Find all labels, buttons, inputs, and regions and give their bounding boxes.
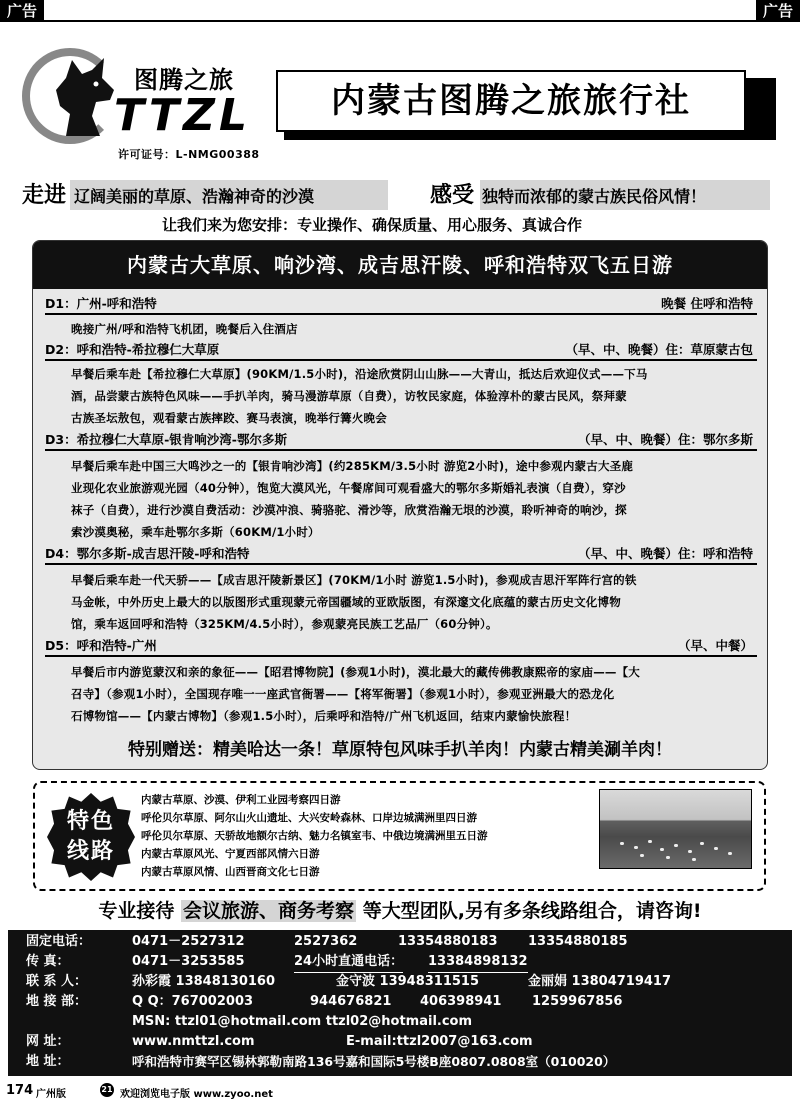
day-4-body bbox=[71, 569, 761, 635]
contact-person-2: 金守波 13948311515 bbox=[336, 974, 480, 989]
featured-badge-text bbox=[47, 807, 135, 867]
day-title: D4：鄂尔多斯-成吉思汗陵-呼和浩特 bbox=[45, 546, 250, 561]
day-line: 早餐后乘车赴一代天骄——【成吉思汗陵新景区】(70KM/1小时 游览1.5小时)，参观成吉思汗军阵行宫的铁 bbox=[71, 573, 637, 587]
fax-row bbox=[8, 952, 792, 972]
ground-row bbox=[8, 992, 792, 1012]
day-1-header bbox=[45, 295, 757, 315]
top-rule bbox=[0, 20, 800, 22]
day-3-header bbox=[45, 431, 757, 451]
route-item: 呼伦贝尔草原、阿尔山火山遗址、大兴安岭森林、口岸边城满洲里四日游 bbox=[141, 812, 477, 824]
slogan-lead-1: 走进 bbox=[22, 183, 67, 208]
slogan-line bbox=[22, 178, 782, 214]
slogan-text-1: 辽阔美丽的草原、浩瀚神奇的沙漠 bbox=[74, 187, 315, 206]
day-line: 早餐后乘车赴中国三大鸣沙之一的【银肯响沙湾】(约285KM/3.5小时 游览2小时)，途中参观内蒙古大圣鹿 bbox=[71, 459, 634, 473]
day-2-body bbox=[71, 363, 761, 429]
address-label: 地 址： bbox=[26, 1054, 70, 1069]
promo-part-1: 专业接待 bbox=[98, 900, 175, 922]
people-row bbox=[8, 972, 792, 992]
qq-1: Q Q：767002003 bbox=[132, 994, 254, 1009]
website-link[interactable]: www.nmttzl.com bbox=[132, 1034, 255, 1049]
ground-label: 地 接 部： bbox=[26, 994, 88, 1009]
day-4-header bbox=[45, 545, 757, 565]
people-label: 联 系 人： bbox=[26, 974, 88, 989]
qq-3: 406398941 bbox=[420, 994, 502, 1009]
day-line: 酒，品尝蒙古族特色风味——手扒羊肉，骑马漫游草原（自费），访牧民家庭，体验淳朴的蒙古民风，祭拜蒙 bbox=[71, 389, 627, 403]
slogan-text-2: 独特而浓郁的蒙古族民俗风情！ bbox=[482, 187, 707, 206]
featured-routes-box bbox=[33, 781, 766, 891]
route-item: 内蒙古草原、沙漠、伊利工业园考察四日游 bbox=[141, 794, 341, 806]
route-item: 内蒙古草原风光、宁夏西部风情六日游 bbox=[141, 848, 320, 860]
phone-label: 固定电话： bbox=[26, 934, 92, 949]
day-meals: （早、中餐） bbox=[677, 638, 753, 653]
wolf-icon bbox=[52, 56, 122, 138]
edition-label: 广州版 bbox=[36, 1089, 66, 1100]
footer-site-link[interactable]: 欢迎浏览电子版 www.zyoo.net bbox=[120, 1089, 273, 1100]
day-2-header bbox=[45, 341, 757, 361]
logo-en-name: TTZL bbox=[114, 90, 251, 141]
address-row bbox=[8, 1052, 792, 1072]
qq-2: 944676821 bbox=[310, 994, 392, 1009]
contact-panel bbox=[8, 930, 792, 1076]
special-gift bbox=[33, 735, 767, 760]
day-1-body bbox=[71, 318, 761, 340]
agency-logo bbox=[22, 42, 267, 142]
phone-3: 13354880183 bbox=[398, 934, 498, 949]
day-line: 业现化农业旅游观光园（40分钟），饱览大漠风光，午餐席间可观看盛大的鄂尔多斯婚礼表演（自费），穿沙 bbox=[71, 481, 626, 495]
route-item: 呼伦贝尔草原、天骄故地额尔古纳、魅力名镇室韦、中俄边境满洲里五日游 bbox=[141, 830, 488, 842]
badge-line-1: 特色 bbox=[66, 809, 115, 834]
badge-line-2: 线路 bbox=[66, 839, 115, 864]
hotline-label: 24小时直通电话： bbox=[294, 952, 403, 973]
promo-part-2: 会议旅游、商务考察 bbox=[183, 900, 355, 922]
day-line: 早餐后市内游览蒙汉和亲的象征——【昭君博物院】(参观1小时)，漠北最大的藏传佛教康熙帝的家庙——【大 bbox=[71, 665, 641, 679]
day-title: D2：呼和浩特-希拉穆仁大草原 bbox=[45, 342, 220, 357]
day-meals: 晚餐 住呼和浩特 bbox=[661, 296, 753, 311]
phone-2: 2527362 bbox=[294, 934, 358, 949]
agency-title-box bbox=[276, 70, 776, 140]
day-5-header bbox=[45, 637, 757, 657]
web-label: 网 址： bbox=[26, 1034, 70, 1049]
day-5-body bbox=[71, 661, 761, 727]
hotline-number: 13384898132 bbox=[428, 952, 528, 973]
logo-cn-name: 图腾之旅 bbox=[134, 66, 234, 94]
day-line: 袜子（自费），进行沙漠自费活动：沙漠冲浪、骑骆驼、滑沙等，欣赏浩瀚无垠的沙漠，聆听神奇的响沙，探 bbox=[71, 503, 627, 517]
day-line: 晚接广州/呼和浩特飞机团，晚餐后入住酒店 bbox=[71, 322, 298, 336]
fax-label: 传 真： bbox=[26, 954, 70, 969]
day-meals: （早、中、晚餐）住：呼和浩特 bbox=[577, 546, 753, 561]
day-line: 古族圣坛敖包，观看蒙古族摔跤、赛马表演，晚举行篝火晚会 bbox=[71, 411, 387, 425]
msn-accounts: MSN: ttzl01@hotmail.com ttzl02@hotmail.com bbox=[132, 1014, 473, 1029]
day-meals: （早、中、晚餐）住：草原蒙古包 bbox=[565, 342, 753, 357]
day-title: D3：希拉穆仁大草原-银肯响沙湾-鄂尔多斯 bbox=[45, 432, 287, 447]
day-line: 早餐后乘车赴【希拉穆仁大草原】(90KM/1.5小时)，沿途欣赏阴山山脉——大青山，抵达后欢迎仪式——下马 bbox=[71, 367, 648, 381]
web-row bbox=[8, 1032, 792, 1052]
day-3-body bbox=[71, 455, 761, 543]
day-line: 石博物馆——【内蒙古博物】（参观1.5小时），后乘呼和浩特/广州飞机返回，结束内蒙愉快旅程！ bbox=[71, 709, 577, 723]
contact-person-1: 孙彩霞 13848130160 bbox=[132, 974, 276, 989]
grassland-photo bbox=[599, 789, 752, 869]
day-line: 召寺】（参观1小时），全国现存唯一一座武官衙署——【将军衙署】（参观1小时），参观亚洲最大的恐龙化 bbox=[71, 687, 615, 701]
phone-1: 0471－2527312 bbox=[132, 934, 245, 949]
day-line: 马金帐，中外历史上最大的以版图形式重现蒙元帝国疆域的亚欧版图，有深邃文化底蕴的蒙古历史文化博物 bbox=[71, 595, 621, 609]
itinerary-box bbox=[32, 240, 768, 770]
slogan-lead-2: 感受 bbox=[430, 183, 475, 208]
day-line: 馆，乘车返回呼和浩特（325KM/4.5小时），参观蒙亮民族工艺品厂（60分钟）。 bbox=[71, 617, 498, 631]
day-line: 索沙漠奥秘，乘车赴鄂尔多斯（60KM/1小时） bbox=[71, 525, 320, 539]
itinerary-title: 内蒙古大草原、响沙湾、成吉思汗陵、呼和浩特双飞五日游 bbox=[33, 241, 767, 289]
group-service-promo bbox=[0, 896, 800, 923]
address-text: 呼和浩特市赛罕区锡林郭勒南路136号嘉和国际5号楼B座0807.0808室（010020） bbox=[132, 1054, 616, 1069]
ad-tag-left: 广告 bbox=[0, 0, 44, 22]
route-item: 内蒙古草原风情、山西晋商文化七日游 bbox=[141, 866, 320, 878]
day-title: D5：呼和浩特-广州 bbox=[45, 638, 157, 653]
service-promise: 让我们来为您安排：专业操作、确保质量、用心服务、真诚合作 bbox=[162, 216, 583, 234]
promo-part-3: 等大型团队,另有多条线路组合，请咨询! bbox=[362, 900, 702, 922]
day-title: D1：广州-呼和浩特 bbox=[45, 296, 157, 311]
ad-tag-right: 广告 bbox=[756, 0, 800, 22]
gift-label: 特别赠送： bbox=[128, 740, 213, 760]
page-footer bbox=[0, 1080, 800, 1100]
msn-row bbox=[8, 1012, 792, 1032]
gift-text: 精美哈达一条！草原特包风味手扒羊肉！内蒙古精美涮羊肉！ bbox=[213, 740, 672, 760]
agency-title: 内蒙古图腾之旅旅行社 bbox=[276, 70, 746, 132]
email-link[interactable]: E-mail:ttzl2007@163.com bbox=[346, 1034, 533, 1049]
contact-person-3: 金丽娟 13804719417 bbox=[528, 974, 672, 989]
phone-4: 13354880185 bbox=[528, 934, 628, 949]
page-number: 174 bbox=[6, 1083, 34, 1098]
publisher-badge-icon: 21 bbox=[100, 1083, 114, 1097]
fax-number: 0471－3253585 bbox=[132, 954, 245, 969]
qq-4: 1259967856 bbox=[532, 994, 623, 1009]
license-number: 许可证号：L-NMG00388 bbox=[118, 148, 260, 161]
phone-row bbox=[8, 932, 792, 952]
route-list bbox=[141, 791, 488, 881]
day-meals: （早、中、晚餐）住：鄂尔多斯 bbox=[577, 432, 753, 447]
